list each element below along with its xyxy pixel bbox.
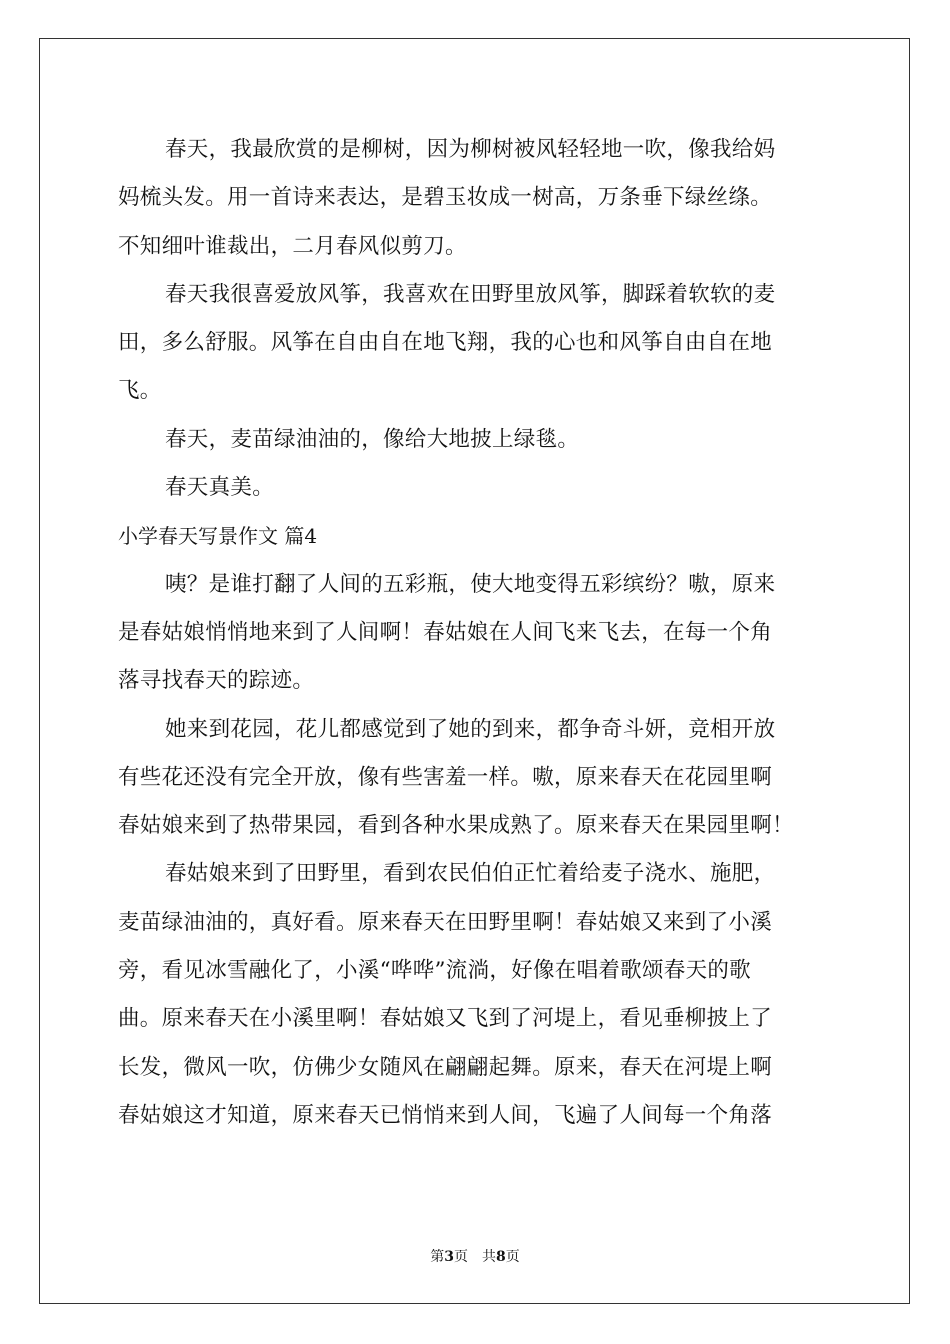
- text-line: 咦？是谁打翻了人间的五彩瓶，使大地变得五彩缤纷？嗷，原来: [165, 571, 776, 597]
- text-line: 春天，麦苗绿油油的，像给大地披上绿毯。: [165, 426, 580, 452]
- total-page-count: 8: [496, 1249, 506, 1265]
- section-heading: 小学春天写景作文 篇4: [118, 524, 318, 549]
- text-line: 不知细叶谁裁出，二月春风似剪刀。: [118, 233, 467, 259]
- text-line: 春天真美。: [165, 475, 275, 501]
- text-line: 春姑娘这才知道，原来春天已悄悄来到人间，飞遍了人间每一个角落: [118, 1102, 773, 1128]
- text-line: 麦苗绿油油的，真好看。原来春天在田野里啊！春姑娘又来到了小溪: [118, 909, 773, 935]
- text-line: 她来到花园，花儿都感觉到了她的到来，都争奇斗妍，竞相开放: [165, 716, 776, 742]
- footer-middle: 页 共: [454, 1249, 496, 1265]
- text-line: 落寻找春天的踪迹。: [118, 668, 315, 694]
- text-line: 春姑娘来到了田野里，看到农民伯伯正忙着给麦子浇水、施肥，: [165, 861, 776, 887]
- text-line: 春天，我最欣赏的是柳树，因为柳树被风轻轻地一吹，像我给妈: [165, 137, 776, 162]
- footer-prefix: 第: [430, 1249, 445, 1265]
- text-line: 长发，微风一吹，仿佛少女随风在翩翩起舞。原来，春天在河堤上啊: [118, 1054, 773, 1080]
- current-page-number: 3: [444, 1249, 454, 1265]
- text-line: 妈梳头发。用一首诗来表达，是碧玉妆成一树高，万条垂下绿丝绦。: [118, 185, 773, 211]
- footer-suffix: 页: [505, 1249, 520, 1265]
- text-line: 飞。: [118, 378, 162, 404]
- text-line: 曲。原来春天在小溪里啊！春姑娘又飞到了河堤上，看见垂柳披上了: [118, 1006, 773, 1032]
- text-line: 春天我很喜爱放风筝，我喜欢在田野里放风筝，脚踩着软软的麦: [165, 281, 776, 307]
- document-body: [118, 126, 834, 1140]
- text-line: 是春姑娘悄悄地来到了人间啊！春姑娘在人间飞来飞去，在每一个角: [118, 619, 773, 645]
- text-line: 旁，看见冰雪融化了，小溪“哗哗”流淌，好像在唱着歌颂春天的歌: [118, 958, 751, 984]
- page-footer: [0, 1246, 950, 1266]
- text-line: 有些花还没有完全开放，像有些害羞一样。嗷，原来春天在花园里啊: [118, 764, 773, 790]
- text-line: 田，多么舒服。风筝在自由自在地飞翔，我的心也和风筝自由自在地: [118, 330, 773, 356]
- text-line: 春姑娘来到了热带果园，看到各种水果成熟了。原来春天在果园里啊！: [118, 813, 794, 839]
